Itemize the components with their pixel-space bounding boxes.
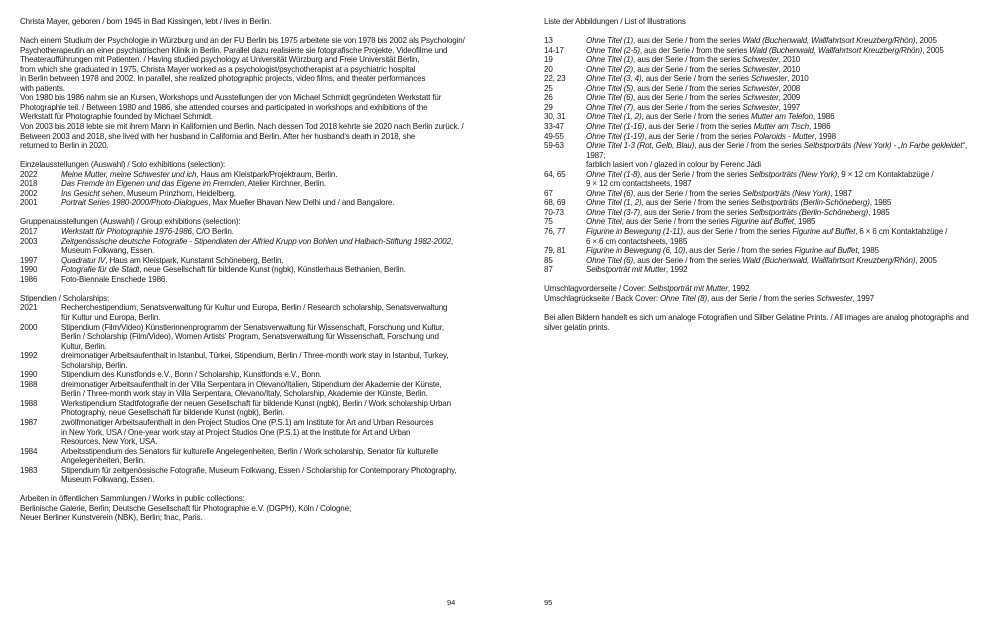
series-title: Wald (Buchenwald, Wallfahrtsort Kreuzberg/Rhön) [749,45,923,55]
work-title: Ohne Titel (1) [586,36,634,46]
entry-line: zwölfmonatiger Arbeitsaufenthalt in den Project Studios One (P.S.1) am Institute for Art and Urban Resources [61,417,434,427]
entry-detail: 6 × 6 cm contactsheets, 1985 [586,236,688,246]
page-ref: 87 [544,265,553,275]
entry-detail: , aus der Serie / from the series [694,141,804,151]
entry-line: Stipendium für zeitgenössische Fotografie, Museum Folkwang, Essen / Scholarship for Contemporary Photography, [61,465,457,475]
entry-text [61,189,468,199]
entry-detail: , aus der Serie / from the series [633,188,743,198]
year: 2018 [20,179,38,189]
year: 2001 [20,198,38,208]
page-ref: 76, 77 [544,227,566,237]
bio-line: Theateraufführungen mit Patienten. / Having studied psychology at Universität Würzburg and Freie Universität Berlin, [20,55,420,65]
entry-text [586,256,984,266]
series-title: Schwester [742,102,779,112]
series-title: Selbstporträts (New York) [749,169,838,179]
entry-line: Berlin / Scholarship (Film/Video), Women Artists’ Program, Senatsverwaltung für Wissenschaft, Forschung und [61,332,439,342]
year: 1997 [20,255,38,265]
entry-text [586,208,984,218]
entry-text [61,303,468,322]
entry-line: Scholarship, Berlin. [61,360,128,370]
biography-text [20,36,468,151]
illustration-entry [544,74,984,84]
entry-text [586,93,984,103]
bio-line: Werkstatt für Photographie founded by Michael Schmidt. [20,112,214,122]
illustration-entry [544,198,984,208]
entry-detail: , 2005 [915,36,937,46]
series-title: Schwester [816,293,853,303]
list-item [20,466,468,485]
entry-text [61,351,468,370]
illustration-entry [544,265,984,275]
entry-detail: , aus der Serie / from the series [644,131,754,141]
list-item [20,179,468,189]
entry-detail: , Atelier Kirchner, Berlin. [244,179,326,189]
entry-detail: , [450,236,453,246]
collections-line: Berlinische Galerie, Berlin; Deutsche Gesellschaft für Photographie e.V. (DGPH), Köln / Cologne; [20,503,352,513]
entry-text [586,84,984,94]
series-title: Mutter am Telefon [750,112,813,122]
entry-detail: , Max Mueller Bhavan New Delhi und / and Bangalore. [208,198,395,208]
group-exhibitions-heading: Gruppenausstellungen (Auswahl) / Group exhibitions (selection): [20,217,241,227]
entry-text [61,170,468,180]
group-exhibitions-list [20,227,468,284]
exhibition-title: Fotografie für die Stadt [61,265,140,275]
work-title: Selbstporträt mit Mutter [647,284,728,294]
entry-detail: , aus der Serie / from the series [633,255,743,265]
list-item [20,256,468,266]
page-ref: 22, 23 [544,74,566,84]
entry-text [61,237,468,256]
list-item [20,237,468,256]
entry-text [586,141,984,170]
work-title: Ohne Titel (8) [659,293,707,303]
entry-detail: , 2010 [778,64,801,74]
page-ref: 29 [544,102,553,112]
illustration-entry [544,112,984,122]
work-title: Ohne Titel (1) [586,55,634,65]
work-title: Ohne Titel (2-5) [586,45,640,55]
entry-detail: , 2009 [778,93,801,103]
work-title: Ohne Titel (3-7) [586,207,640,217]
work-title: Ohne Titel [586,217,622,227]
entry-detail: , aus der Serie / from the series [685,246,795,256]
entry-text [61,399,468,418]
credit-detail: , 1992 [727,284,750,294]
list-item [20,275,468,285]
cover-front-credit [544,284,984,294]
series-title: Wald (Buchenwald, Wallfahrtsort Kreuzberg/Rhön) [742,255,916,265]
series-title: Schwester [750,74,788,84]
entry-detail: , aus der Serie / from the series [641,74,751,84]
entry-text [586,265,984,275]
entry-text [586,74,984,84]
series-title: Schwester [742,83,779,93]
entry-line: Berlin / Three-month work stay in Villa Serpentara, Olevano/Italy, Scholarship, Akademie der Künste, Berlin. [61,389,428,399]
year: 2022 [20,169,38,179]
entry-detail: , aus der Serie / from the series [641,112,751,122]
page-ref: 59-63 [544,141,564,151]
entry-detail: , 1987 [830,188,852,198]
entry-detail: , C/O Berlin. [191,227,234,237]
entry-detail: , aus der Serie / from the series [633,93,743,103]
credit-detail: , 1997 [852,293,875,303]
illustration-entry [544,103,984,113]
illustration-entry [544,217,984,227]
page-ref: 25 [544,83,553,93]
list-item [20,323,468,352]
entry-text [586,55,984,65]
exhibition-title: Werkstatt für Photographie 1976-1986 [61,227,192,237]
entry-text [586,103,984,113]
illustration-entry [544,141,984,170]
entry-detail: , Haus am Kleistpark, Kunstamt Schöneberg, Berlin. [105,255,284,265]
page-ref: 26 [544,93,553,103]
illustration-entry [544,93,984,103]
page-ref: 67 [544,188,553,198]
page-ref: 79, 81 [544,246,566,256]
entry-line: Werkstipendium Stadtfotografie der neuen Gesellschaft für bildende Kunst (ngbk), Berlin / Work scholarship Urban [61,398,451,408]
entry-detail: 9 × 12 cm contactsheets, 1987 [586,179,692,189]
bio-line: returned to Berlin in 2020. [20,141,109,151]
entry-detail: , 1986 [808,122,831,132]
list-item [20,380,468,399]
bio-line: Between 2003 and 2018, she lived with her husband in California and Berlin. After her husband’s death in 2018, she [20,131,416,141]
entry-detail: , aus der Serie / from the series [639,169,750,179]
series-title: Selbstporträts (Berlin-Schöneberg) [749,207,869,217]
work-title: Ohne Titel (5) [586,83,634,93]
list-item [20,170,468,180]
work-title: Ohne Titel (2) [586,64,634,74]
exhibition-title: Ins Gesicht sehen [61,188,123,198]
page-number: 94 [447,598,456,607]
page-ref: 70-73 [544,207,564,217]
entry-detail: , 6 × 6 cm Kontaktabzüge / [855,227,948,237]
bio-line: Psychotherapeutin an einer psychiatrischen Klinik in Berlin. Parallel dazu realisierte sie fotografische Projekte, Videofilme und [20,45,448,55]
illustration-entry [544,65,984,75]
entry-text [586,132,984,142]
page-ref: 14-17 [544,45,564,55]
entry-detail: , 2005 [915,255,937,265]
illustration-entry [544,84,984,94]
entry-line: Stipendium des Kunstfonds e.V., Bonn / Scholarship, Kunstfonds e.V., Bonn. [61,370,322,380]
work-title: Ohne Titel (1, 2) [586,198,642,208]
biography-column [20,17,468,523]
entry-text [586,217,984,227]
entry-line: Stipendium (Film/Video) Künstlerinnenprogramm der Senatsverwaltung für Wissenschaft, Forschung und Kultur, [61,322,444,332]
work-title: Ohne Titel (1-16) [586,122,645,132]
illustration-entry [544,170,984,189]
exhibition-title: Quadratur IV [61,255,106,265]
illustration-entry [544,189,984,199]
page-ref: 85 [544,255,553,265]
entry-detail: farblich lasiert von / glazed in colour by Ferenc Jádi [586,160,761,170]
entry-detail: , 1985 [869,198,892,208]
year: 1988 [20,379,38,389]
page-ref: 33-47 [544,122,564,132]
series-title: Figurine auf Buffet [792,227,856,237]
entry-detail: , 1998 [814,131,836,141]
entry-line: dreimonatiger Arbeitsaufenthalt in Istanbul, Türkei, Stipendium, Berlin / Three-month work stay in Istanbul, Turkey, [61,351,449,361]
year: 1990 [20,265,38,275]
entry-detail: , Museum Prinzhorn, Heidelberg. [122,188,236,198]
entry-text [61,466,468,485]
bio-line: Von 2003 bis 2018 lebte sie mit ihrem Mann in Kalifornien und Berlin. Nach dessen Tod 2018 kehrte sie 2020 nach Berlin zurück. / [20,122,464,132]
year: 2003 [20,236,38,246]
series-title: Polaroids - Mutter [753,131,815,141]
entry-detail: , 2008 [778,83,801,93]
illustrations-heading: Liste der Abbildungen / List of Illustrations [544,17,686,26]
entry-detail: , 2010 [778,55,801,65]
entry-detail: , 1986 [812,112,835,122]
entry-text [61,265,468,275]
entry-text [61,256,468,266]
entry-detail: , aus der Serie / from the series [639,45,750,55]
entry-text [586,198,984,208]
scholarships-heading: Stipendien / Scholarships: [20,293,110,303]
year: 2002 [20,188,38,198]
year: 2017 [20,227,38,237]
entry-detail: , aus der Serie / from the series [633,102,743,112]
illustrations-list [544,36,984,275]
entry-line: Photography, neue Gesellschaft für bildende Kunst (ngbk), Berlin. [61,408,285,418]
year: 1984 [20,446,38,456]
credit-label: Umschlagrückseite / Back Cover: [544,293,660,303]
entry-line: in New York, USA / One-year work stay at Project Studios One (P.S.1) at the Institute for Art and Urban [61,427,411,437]
page-ref: 19 [544,55,553,65]
entry-text [586,65,984,75]
entry-detail: , aus der Serie / from the series [682,227,793,237]
entry-line: Museum Folkwang, Essen. [61,475,155,485]
entry-detail: , 1985 [793,217,816,227]
entry-text [586,246,984,256]
series-title: Selbstporträts (New York) - „In Farbe gekleidet“ [803,141,965,151]
page-ref: 64, 65 [544,169,566,179]
page-number: 95 [544,598,553,607]
entry-detail: , aus der Serie / from the series [633,64,743,74]
entry-text [586,46,984,56]
work-title: Figurine in Bewegung (1-11) [586,227,683,237]
entry-text [586,227,984,246]
entry-detail: , aus der Serie / from the series [641,198,751,208]
entry-detail: , 1997 [778,102,801,112]
list-item [20,351,468,370]
entry-text [586,189,984,199]
page-ref: 13 [544,36,553,46]
entry-text [586,112,984,122]
series-title: Figurine auf Buffet [794,246,858,256]
entry-line: Recherchestipendium, Senatsverwaltung für Kultur und Europa, Berlin / Research scholarship, Senatsverwaltung [61,303,448,313]
entry-detail: , aus der Serie / from the series [639,207,750,217]
entry-text [586,36,984,46]
illustration-entry [544,36,984,46]
solo-exhibitions-heading: Einzelausstellungen (Auswahl) / Solo exhibitions (selection): [20,160,226,170]
work-title: Ohne Titel (6) [586,188,634,198]
entry-line: Resources, New York, USA. [61,437,158,447]
work-title: Ohne Titel (1-19) [586,131,645,141]
series-title: Mutter am Tisch [753,122,809,132]
work-title: Ohne Titel 1-3 (Rot, Gelb, Blau) [586,141,695,151]
illustration-entry [544,208,984,218]
note-line: silver gelatin prints. [544,322,610,332]
illustration-entry [544,256,984,266]
work-title: Ohne Titel (1, 2) [586,112,642,122]
entry-line: Arbeitsstipendium des Senators für kulturelle Angelegenheiten, Berlin / Work scholarship, Senator für kulturelle [61,446,439,456]
work-title: Selbstporträt mit Mutter [586,265,667,275]
entry-line: für Kultur und Europa, Berlin. [61,312,161,322]
bio-line: Nach einem Studium der Psychologie in Würzburg und an der FU Berlin bis 1975 arbeitete sie von 1978 bis 2002 als Psychologin/ [20,36,465,46]
entry-detail: , aus der Serie / from the series [633,36,743,46]
right-page [500,0,1000,625]
entry-detail: , 2010 [787,74,809,84]
bio-line: Von 1980 bis 1986 nahm sie an Kursen, Workshops und Ausstellungen der von Michael Schmidt gegründeten Werkstatt für [20,93,442,103]
year: 1988 [20,398,38,408]
entry-detail: , aus der Serie / from the series [644,122,754,132]
year: 2021 [20,303,38,313]
list-item [20,303,468,322]
page-ref: 30, 31 [544,112,566,122]
illustration-entry [544,132,984,142]
bio-line: from which she graduated in 1975, Christa Mayer worked as a psychologist/psychotherapist at a psychiatric hospital [20,64,416,74]
entry-text [61,447,468,466]
year: 1983 [20,465,38,475]
illustration-entry [544,227,984,246]
entry-detail: , aus der Serie / from the series [621,217,731,227]
year: 2000 [20,322,38,332]
series-title: Figurine auf Buffet [730,217,794,227]
series-title: Wald (Buchenwald, Wallfahrtsort Kreuzberg/Rhön) [742,36,916,46]
solo-exhibitions-list [20,170,468,208]
illustration-entry [544,55,984,65]
year: 1992 [20,351,38,361]
entry-text [586,122,984,132]
exhibition-title: Meine Mutter, meine Schwester und ich [61,169,197,179]
bio-line: Photographie teil. / Between 1980 and 1986, she attended courses and participated in workshops and exhibitions of the [20,102,428,112]
series-title: Schwester [742,93,779,103]
list-item [20,399,468,418]
artist-header: Christa Mayer, geboren / born 1945 in Bad Kissingen, lebt / lives in Berlin. [20,17,272,26]
entry-detail: , 9 × 12 cm Kontaktabzüge / [837,169,934,179]
year: 1986 [20,274,38,284]
entry-detail: , 1987; [586,141,968,160]
scholarships-list [20,303,468,484]
entry-detail: , neue Gesellschaft für bildende Kunst (ngbk), Künstlerhaus Bethanien, Berlin. [139,265,406,275]
list-item [20,189,468,199]
entry-line: dreimonatiger Arbeitsaufenthalt in der Villa Serpentara in Olevano/Italien, Stipendium der Akademie der Künste, [61,379,442,389]
series-title: Schwester [742,55,779,65]
list-item [20,418,468,447]
entry-detail: Foto-Biennale Enschede 1986. [61,274,168,284]
exhibition-title: Portrait Series 1980-2000/Photo-Dialogues [61,198,209,208]
entry-text [61,380,468,399]
work-title: Ohne Titel (6) [586,255,634,265]
exhibition-title: Zeitgenössische deutsche Fotografie - Stipendiaten der Alfried Krupp von Bohlen und Halbach-Stiftung 1982-2002 [61,236,451,246]
work-title: Ohne Titel (7) [586,102,634,112]
exhibition-title: Das Fremde im Eigenen und das Eigene im Fremden [61,179,245,189]
entry-text [61,227,468,237]
series-title: Schwester [742,64,779,74]
entry-text [61,370,468,380]
list-item [20,370,468,380]
collections-heading: Arbeiten in öffentlichen Sammlungen / Works in public collections: [20,494,245,504]
cover-back-credit [544,294,984,304]
illustrations-column [544,17,984,332]
entry-text [61,418,468,447]
entry-detail: , aus der Serie / from the series [633,55,743,65]
page-ref: 49-55 [544,131,564,141]
year: 1990 [20,370,38,380]
entry-line: Kultur, Berlin. [61,341,107,351]
page-ref: 68, 69 [544,198,566,208]
entry-text [61,323,468,352]
list-item [20,447,468,466]
credit-detail: , aus der Serie / from the series [706,293,817,303]
illustration-entry [544,122,984,132]
entry-detail: , 1992 [666,265,688,275]
year: 1987 [20,417,38,427]
work-title: Figurine in Bewegung (6, 10) [586,246,686,256]
note-line: Bei allen Bildern handelt es sich um analoge Fotografien und Silber Gelatine Prints. / All images are analog photographs and [544,312,969,322]
list-item [20,227,468,237]
entry-text [61,275,468,285]
entry-detail: , 1985 [857,246,879,256]
work-title: Ohne Titel (6) [586,93,634,103]
entry-detail: , 2005 [922,45,944,55]
page-ref: 20 [544,64,553,74]
bio-line: in Berlin between 1978 and 2002. In parallel, she realized photographic projects, video films, and theater performances [20,74,426,84]
list-item [20,265,468,275]
illustration-entry [544,246,984,256]
entry-text [586,170,984,189]
bio-line: with patients. [20,83,65,93]
entry-line: Angelegenheiten, Berlin. [61,456,146,466]
entry-detail: Museum Folkwang, Essen. [61,246,155,256]
entry-detail: , Haus am Kleistpark/Projektraum, Berlin. [196,169,338,179]
series-title: Selbstporträts (New York) [742,188,831,198]
credit-label: Umschlagvorderseite / Cover: [544,284,648,294]
series-title: Selbstporträts (Berlin-Schöneberg) [750,198,870,208]
collections-line: Neuer Berliner Kunstverein (NBK), Berlin; fnac, Paris. [20,513,203,523]
illustration-entry [544,46,984,56]
entry-detail: , 1985 [868,207,890,217]
entry-detail: , aus der Serie / from the series [633,83,743,93]
entry-text [61,198,468,208]
entry-text [61,179,468,189]
list-item [20,198,468,208]
page-ref: 75 [544,217,553,227]
work-title: Ohne Titel (3, 4) [586,74,642,84]
work-title: Ohne Titel (1-8) [586,169,640,179]
